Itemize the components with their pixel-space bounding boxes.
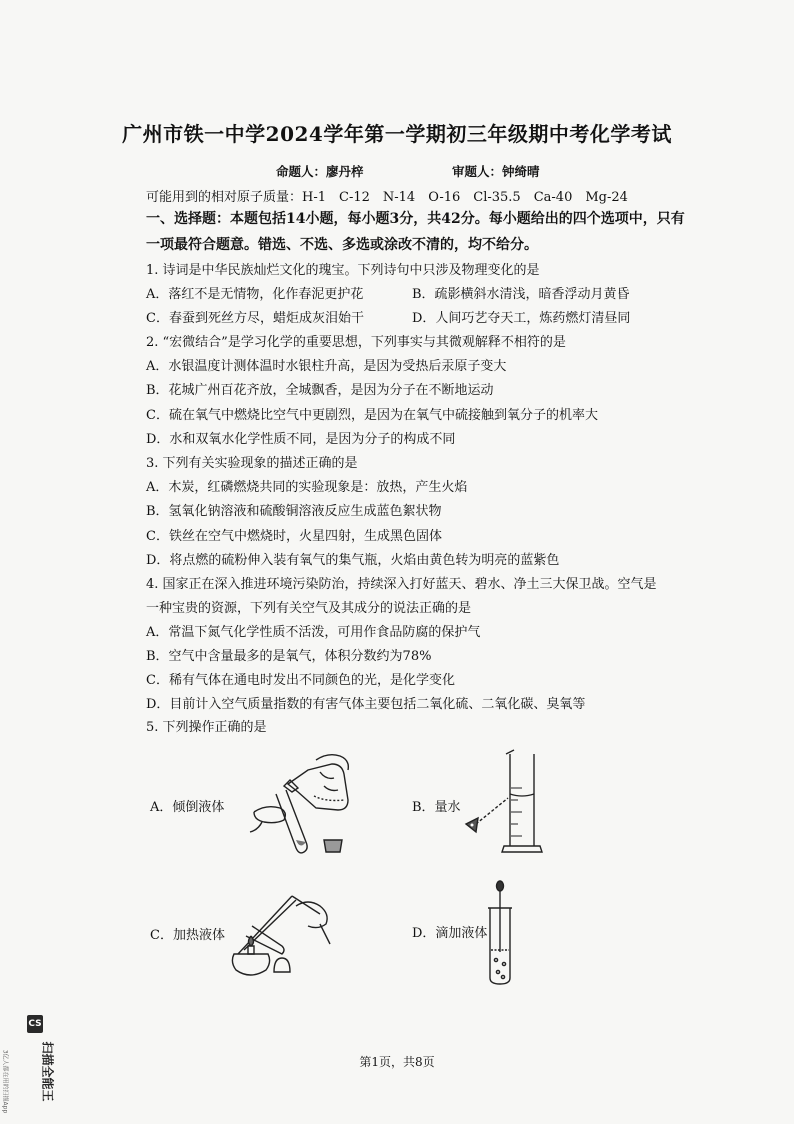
q2-option-b: B．花城广州百花齐放，全城飘香，是因为分子在不断地运动 — [146, 383, 494, 398]
q3-option-d: D．将点燃的硫粉伸入装有氧气的集气瓶，火焰由黄色转为明亮的蓝紫色 — [146, 553, 560, 568]
q5-option-c-label: C．加热液体 — [150, 928, 225, 943]
q4-option-a: A．常温下氮气化学性质不活泼，可用作食品防腐的保护气 — [146, 625, 481, 640]
scanner-tagline: 3亿人都在用的扫描App — [1, 1049, 9, 1114]
exam-title: 广州市铁一中学2024学年第一学期初三年级期中考化学考试 — [122, 122, 672, 146]
q5-stem: 5. 下列操作正确的是 — [146, 720, 267, 735]
q4-stem-line1: 4. 国家正在深入推进环境污染防治，持续深入打好蓝天、碧水、净土三大保卫战。空气是 — [146, 577, 657, 592]
section1-heading-line1: 一、选择题：本题包括14小题，每小题3分，共42分。每小题给出的四个选项中，只有 — [146, 211, 685, 227]
q3-option-b: B．氢氧化钠溶液和硫酸铜溶液反应生成蓝色絮状物 — [146, 504, 442, 519]
q3-option-a: A．木炭，红磷燃烧共同的实验现象是：放热，产生火焰 — [146, 480, 468, 495]
q5-option-a-label: A．倾倒液体 — [150, 800, 225, 815]
q4-option-c: C．稀有气体在通电时发出不同颜色的光，是化学变化 — [146, 673, 455, 688]
scanner-name: 扫描全能王 — [40, 1041, 55, 1102]
reviewer-label: 审题人：钟绮晴 — [452, 164, 540, 179]
pouring-liquid-illustration — [236, 752, 356, 857]
q1-option-c: C．春蚕到死丝方尽，蜡炬成灰泪始干 — [146, 311, 364, 326]
atomic-masses: 可能用到的相对原子质量：H-1 C-12 N-14 O-16 Cl-35.5 Ca-40 Mg-24 — [146, 190, 628, 205]
q2-option-d: D．水和双氧水化学性质不同，是因为分子的构成不同 — [146, 432, 456, 447]
q1-stem: 1. 诗词是中华民族灿烂文化的瑰宝。下列诗句中只涉及物理变化的是 — [146, 263, 540, 278]
q4-option-b: B．空气中含量最多的是氧气，体积分数约为78% — [146, 649, 432, 664]
q1-option-d: D．人间巧艺夺天工，炼药燃灯清昼同 — [412, 311, 631, 326]
q4-stem-line2: 一种宝贵的资源，下列有关空气及其成分的说法正确的是 — [146, 601, 472, 616]
q4-option-d: D．目前计入空气质量指数的有害气体主要包括二氧化硫、二氧化碳、臭氧等 — [146, 697, 586, 712]
q2-option-a: A．水银温度计测体温时水银柱升高，是因为受热后汞原子变大 — [146, 359, 507, 374]
scanner-watermark — [1, 1015, 55, 1114]
section1-heading-line2: 一项最符合题意。错选、不选、多选或涂改不清的，均不给分。 — [146, 237, 538, 253]
q5-option-b-label: B．量水 — [412, 800, 461, 815]
page-footer: 第1页，共8页 — [359, 1055, 435, 1069]
heating-liquid-illustration — [222, 884, 342, 984]
q2-stem: 2. “宏微结合”是学习化学的重要思想，下列事实与其微观解释不相符的是 — [146, 335, 566, 350]
q3-option-c: C．铁丝在空气中燃烧时，火星四射，生成黑色固体 — [146, 529, 442, 544]
q2-option-c: C．硫在氧气中燃烧比空气中更剧烈，是因为在氧气中硫接触到氧分子的机率大 — [146, 408, 598, 423]
q1-option-b: B．疏影横斜水清浅，暗香浮动月黄昏 — [412, 287, 630, 302]
camscanner-logo: CS — [27, 1015, 43, 1033]
q1-option-a: A．落红不是无情物，化作春泥更护花 — [146, 287, 364, 302]
dropping-liquid-illustration — [480, 878, 520, 988]
q3-stem: 3. 下列有关实验现象的描述正确的是 — [146, 456, 358, 471]
measuring-cylinder-illustration — [458, 748, 553, 860]
author-label: 命题人：廖丹梓 — [276, 164, 364, 179]
q5-option-d-label: D．滴加液体 — [412, 926, 488, 941]
